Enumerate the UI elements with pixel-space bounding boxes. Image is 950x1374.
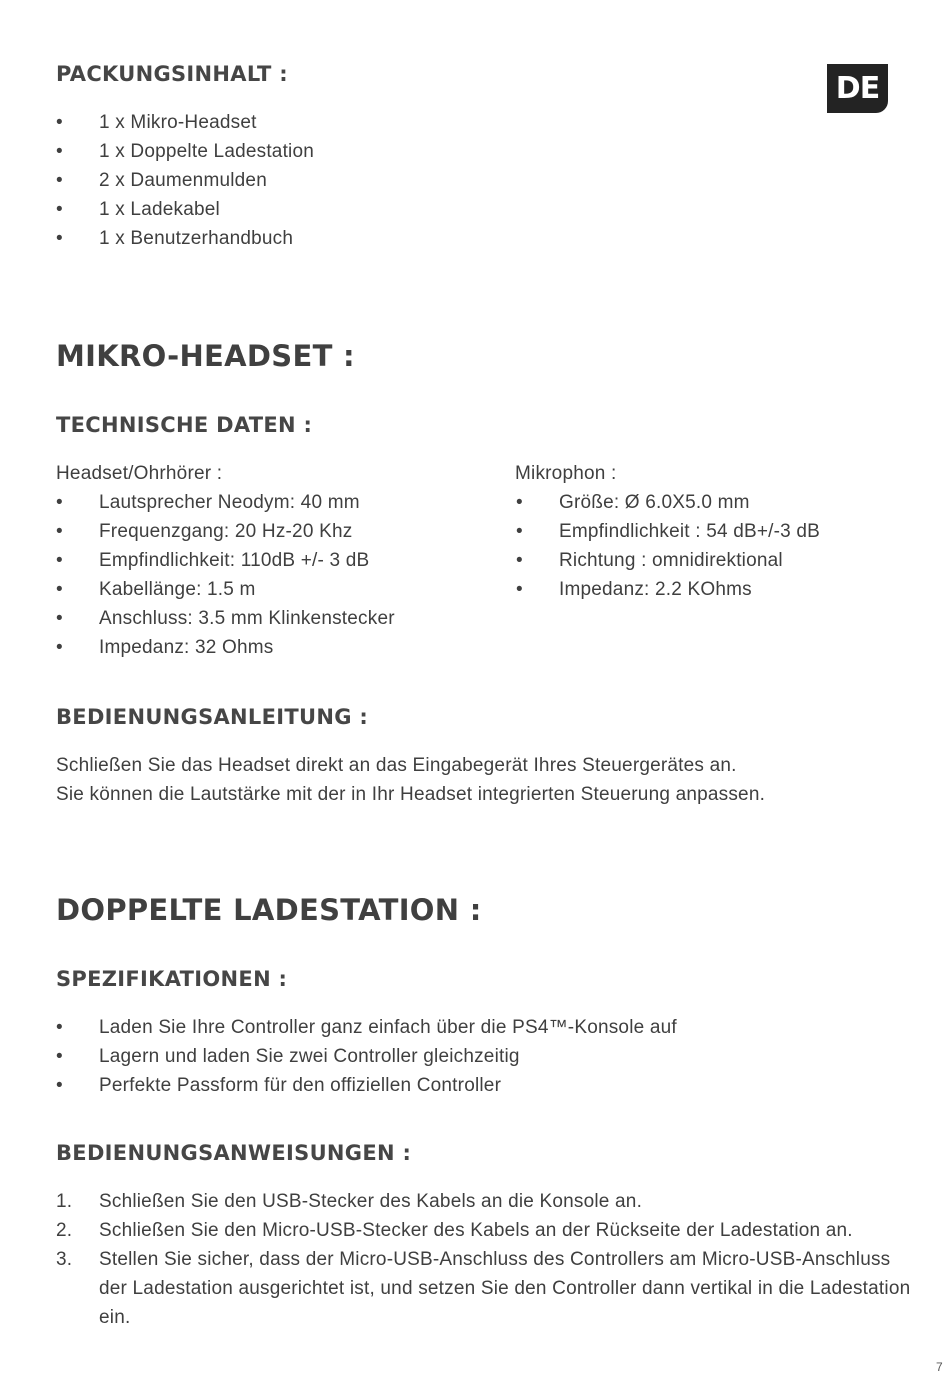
list-item: • 1 x Mikro-Headset [99, 108, 599, 137]
station-heading: DOPPELTE LADESTATION : [56, 893, 482, 927]
bullet-icon: • [56, 637, 63, 658]
earphone-spec-list [56, 488, 499, 662]
list-item: • Perfekte Passform für den offiziellen Controller [99, 1071, 929, 1100]
list-item: • Impedanz: 2.2 KOhms [559, 575, 939, 604]
usage-heading: BEDIENUNGSANLEITUNG : [56, 705, 369, 729]
package-heading: PACKUNGSINHALT : [56, 62, 288, 86]
bullet-icon: • [56, 579, 63, 600]
bullet-icon: • [56, 1046, 63, 1067]
list-item: 3. Stellen Sie sicher, dass der Micro-USB-Anschluss des Controllers am Micro-USB-Anschluss der Ladestation ausgerichtet ist, und setzen Sie den Controller dann vertikal in die Ladestation ein. [99, 1245, 914, 1332]
specifications-list [56, 1013, 929, 1100]
package-list [56, 108, 599, 253]
step-number: 1. [56, 1191, 73, 1212]
bullet-icon: • [56, 1017, 63, 1038]
instructions-heading: BEDIENUNGSANWEISUNGEN : [56, 1141, 412, 1165]
bullet-icon: • [56, 112, 63, 133]
list-item: • Impedanz: 32 Ohms [99, 633, 499, 662]
bullet-icon: • [516, 550, 523, 571]
bullet-icon: • [56, 199, 63, 220]
list-item: • 1 x Ladekabel [99, 195, 599, 224]
list-item: • Größe: Ø 6.0X5.0 mm [559, 488, 939, 517]
bullet-icon: • [516, 492, 523, 513]
list-item: • 1 x Doppelte Ladestation [99, 137, 599, 166]
bullet-icon: • [56, 1075, 63, 1096]
instructions-list [56, 1187, 929, 1332]
step-number: 2. [56, 1220, 73, 1241]
bullet-icon: • [516, 579, 523, 600]
step-number: 3. [56, 1249, 73, 1270]
microphone-spec-list [516, 488, 939, 604]
tech-data-heading: TECHNISCHE DATEN : [56, 413, 313, 437]
list-item: • Kabellänge: 1.5 m [99, 575, 499, 604]
list-item: • Lautsprecher Neodym: 40 mm [99, 488, 499, 517]
usage-line: Sie können die Lautstärke mit der in Ihr Headset integrierten Steuerung anpassen. [56, 784, 766, 805]
list-item: • 1 x Benutzerhandbuch [99, 224, 599, 253]
list-item: • Frequenzgang: 20 Hz-20 Khz [99, 517, 499, 546]
list-item: • Empfindlichkeit : 54 dB+/-3 dB [559, 517, 939, 546]
usage-line: Schließen Sie das Headset direkt an das Eingabegerät Ihres Steuergerätes an. [56, 755, 737, 776]
list-item: • Anschluss: 3.5 mm Klinkenstecker [99, 604, 499, 633]
bullet-icon: • [56, 492, 63, 513]
headset-heading: MIKRO-HEADSET : [56, 339, 355, 373]
list-item: • Richtung : omnidirektional [559, 546, 939, 575]
usage-paragraph [56, 751, 936, 809]
microphone-title: Mikrophon : [515, 463, 617, 484]
bullet-icon: • [56, 141, 63, 162]
bullet-icon: • [56, 550, 63, 571]
list-item: 1. Schließen Sie den USB-Stecker des Kabels an die Konsole an. [99, 1187, 929, 1216]
bullet-icon: • [56, 521, 63, 542]
list-item: • Empfindlichkeit: 110dB +/- 3 dB [99, 546, 499, 575]
list-item: • Laden Sie Ihre Controller ganz einfach über die PS4™-Konsole auf [99, 1013, 929, 1042]
bullet-icon: • [56, 608, 63, 629]
list-item: • Lagern und laden Sie zwei Controller gleichzeitig [99, 1042, 929, 1071]
list-item: 2. Schließen Sie den Micro-USB-Stecker des Kabels an der Rückseite der Ladestation an. [99, 1216, 929, 1245]
earphone-title: Headset/Ohrhörer : [56, 463, 223, 484]
language-badge: DE [827, 64, 888, 113]
page-number: 7 [936, 1360, 943, 1374]
bullet-icon: • [56, 170, 63, 191]
specifications-heading: SPEZIFIKATIONEN : [56, 967, 288, 991]
bullet-icon: • [516, 521, 523, 542]
bullet-icon: • [56, 228, 63, 249]
list-item: • 2 x Daumenmulden [99, 166, 599, 195]
